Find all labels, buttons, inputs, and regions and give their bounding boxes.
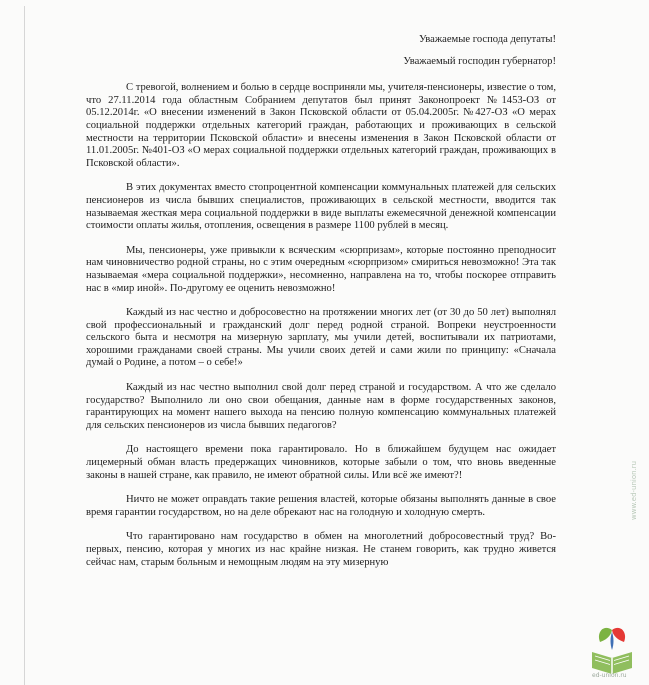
paragraph-6: До настоящего времени пока гарантировало. Но в ближайшем будущем нас ожидает лицемерный обман власть предержащих чиновников, которые забыли о том, что вновь введенные законы в нашей стране, как правило, не имеют обратной силы. Или всё же имеют?! bbox=[86, 444, 556, 481]
paragraph-5: Каждый из нас честно выполнил свой долг перед страной и государством. А что же сделало государство? Выполнило ли оно свои обещания, данные нам в форме государственных законов, гарантирующих на момент нашего выхода на пенсию полную компенсацию коммунальных платежей для сельских пенсионеров из числа бывших педагогов? bbox=[86, 382, 556, 431]
paragraph-8: Что гарантировано нам государство в обмен на многолетний добросовестный труд? Во-первых, пенсию, которая у многих из нас крайне низкая. Не станем говорить, как трудно живется сейчас нам, старым больным и немощным людям на эту мизерную bbox=[86, 531, 556, 568]
salutation-deputies: Уважаемые господа депутаты! bbox=[418, 34, 556, 45]
paragraph-2: В этих документах вместо стопроцентной компенсации коммунальных платежей для сельских пенсионеров из числа бывших специалистов, проживающих в сельской местности, вводится так называемая жесткая мера социальной поддержки в виде выплаты ежемесячной денежной компенсации стоимости оплаты жилья, отопления, освещения в размере 1100 рублей в месяц. bbox=[86, 182, 556, 232]
paragraph-1: С тревогой, волнением и болью в сердце восприняли мы, учителя-пенсионеры, известие о том, что 27.11.2014 года областным Собранием депутатов был принят Законопроект №1453-ОЗ от 05.12.2014г. «О внесении изменений в Закон Псковской области от 05.04.2005г. №427-ОЗ «О мерах социальной поддержки отдельных категорий граждан, работающих и проживающих в сельской местности на территории Псковской области» и внесены изменения в Закон Псковской области от 11.01.2005г. №401-ОЗ «О мерах социальной поддержки отдельных категорий граждан, проживающих в Псковской области». bbox=[86, 82, 556, 169]
paragraph-4: Каждый из нас честно и добросовестно на протяжении многих лет (от 30 до 50 лет) выполнял свой профессиональный и гражданский долг перед родной страной. Вопреки неустроенности сельского быта и несмотря на мизерную зарплату, мы учили детей, воспитывали их патриотами, хорошими гражданами своей страны. Мы учили своих детей и сами жили по принципу: «Сначала думай о Родине, а потом – о себе!» bbox=[86, 307, 556, 369]
watermark-url-vertical: www.ed-union.ru bbox=[630, 460, 638, 520]
paragraph-7: Ничто не может оправдать такие решения властей, которые обязаны выполнять данные в свое время гарантии государством, но на деле обрекают нас на голодную и холодную смерть. bbox=[86, 494, 556, 518]
salutation-governor: Уважаемый господин губернатор! bbox=[403, 55, 556, 67]
letter-body bbox=[86, 34, 556, 569]
watermark-site: ed-union.ru bbox=[592, 672, 627, 679]
paragraph-3: Мы, пенсионеры, уже привыкли к всяческим «сюрпризам», которые постоянно преподносит нам чиновничество родной страны, но с этим очередным «сюрпризом» смириться невозможно! Эта так называемая «мера социальной поддержки», несомненно, направлена на то, чтобы поскорее отправить нас в «мир иной». По-другому ее оценить невозможно! bbox=[86, 244, 556, 294]
